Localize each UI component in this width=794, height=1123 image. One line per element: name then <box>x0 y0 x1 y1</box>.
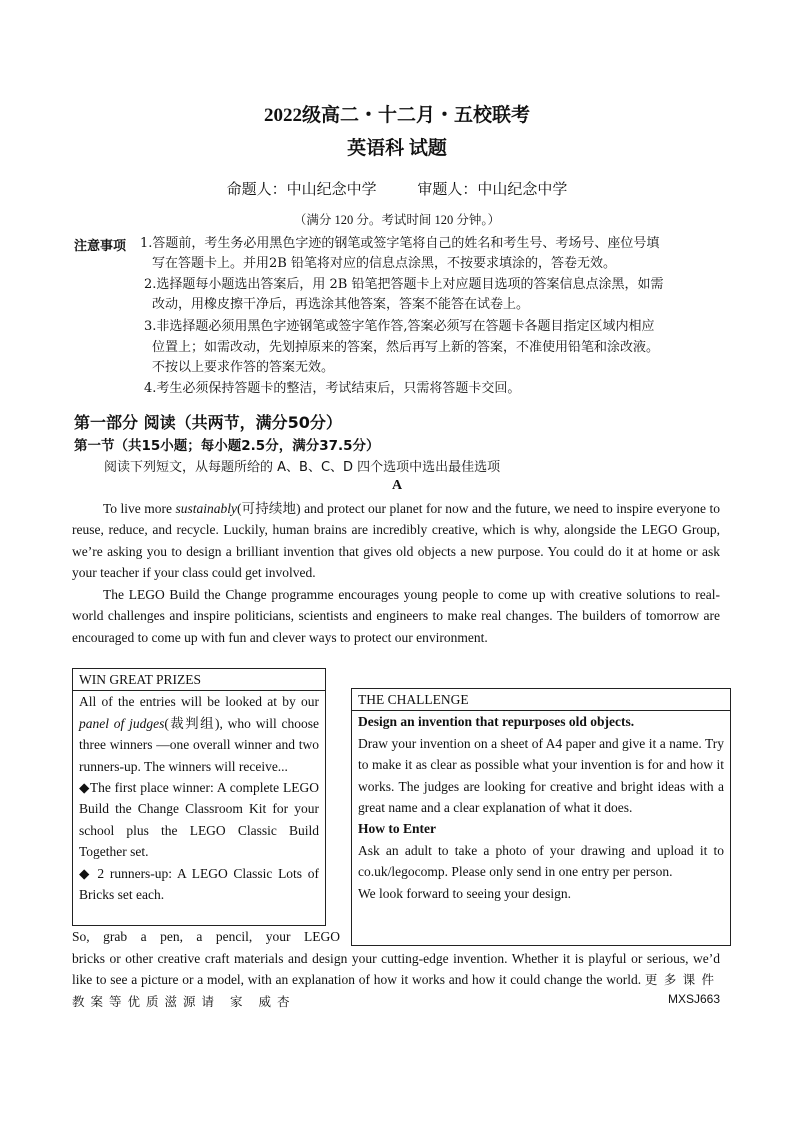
subject-title: 英语科 试题 <box>347 138 447 159</box>
score-time: （满分 120 分。考试时间 120 分钟。） <box>293 213 501 227</box>
prizes-intro-b: (裁判组), who will choose three winners —one overall winner and two runners-up. The winners will receive... <box>79 715 319 774</box>
notice-item-2b: 改动，用橡皮擦干净后，再选涂其他答案，答案不能答在试卷上。 <box>152 297 530 312</box>
challenge-text: Draw your invention on a sheet of A4 paper and give it a name. Try to make it as clear as possible what your invention is for and how it works. The judges are looking for creative and bright ideas with a great name and a clear explanation of what it does. <box>358 735 724 816</box>
authors-line <box>0 178 794 199</box>
notice-item-1a: 1.答题前，考生务必用黑色字迹的钢笔或签字笔将自己的姓名和考生号、考场号、座位号填 <box>140 236 660 251</box>
runners-up-prize: ◆ 2 runners-up: A LEGO Classic Lots of Bricks set each. <box>79 865 319 903</box>
challenge-subheading: Design an invention that repurposes old objects. <box>358 714 635 730</box>
doc-code: MXSJ663 <box>667 992 720 1006</box>
closing-paragraph <box>72 948 720 1012</box>
p1-text-b: (可持续地) and protect our planet for now and the future, we need to inspire everyone to reuse, reduce, and recycle. Luckily, human brains are incredibly creative, which is why, alongside the LEGO Group, we’re asking you to design a brilliant invention that gives old objects a new purpose. You could do it at home or ask your teacher if your class could get involved. <box>72 501 720 581</box>
passage-letter: A <box>391 478 403 493</box>
first-prize: ◆The first place winner: A complete LEGO Build the Change Classroom Kit for your school plus the LEGO Classic Build Together set. <box>79 780 319 860</box>
part-title: 第一部分 阅读（共两节，满分50分） <box>74 413 342 432</box>
closing-line: We look forward to seeing your design. <box>358 885 571 901</box>
challenge-box <box>351 688 731 946</box>
prizes-box <box>72 668 326 926</box>
notice-item-1b: 写在答题卡上。并用2B 铅笔将对应的信息点涂黑，不按要求填涂的，答卷无效。 <box>152 256 616 271</box>
notice-item-4: 4.考生必须保持答题卡的整洁，考试结束后，只需将答题卡交回。 <box>144 381 521 396</box>
notice-item-3a: 3.非选择题必须用黑色字迹钢笔或签字笔作答,答案必须写在答题卡各题目指定区域内相应 <box>144 319 655 334</box>
notice-item-3c: 不按以上要求作答的答案无效。 <box>152 360 335 375</box>
setter: 命题人：中山纪念中学 <box>226 180 377 198</box>
notice-item-3b: 位置上；如需改动，先划掉原来的答案，然后再写上新的答案，不准使用铅笔和涂改液。 <box>152 340 660 355</box>
enter-text: Ask an adult to take a photo of your drawing and upload it to co.uk/legocomp. Please only send in one entry per person. <box>358 842 724 880</box>
prizes-body <box>73 691 325 905</box>
challenge-heading: THE CHALLENGE <box>352 689 730 711</box>
challenge-body <box>352 711 730 904</box>
exam-title: 2022级高二・十二月・五校联考 <box>263 105 530 126</box>
closing-text: bricks or other creative craft materials and design your cutting-edge invention. Whether it is playful or serious, we’d like to see a picture or a model, with an explanation of how it works and how it could change the world. <box>72 951 720 988</box>
reviewer: 审题人：中山纪念中学 <box>417 180 568 198</box>
p1-emphasis: sustainably <box>175 501 238 516</box>
watermark-text: 更多课件教案等优质滋源请 家 威杏 <box>72 972 720 1009</box>
closing-first-line: So, grab a pen, a pencil, your LEGO <box>72 929 340 944</box>
passage-paragraph-2: The LEGO Build the Change programme encourages young people to come up with creative solutions to real-world challenges and inspire politicians, scientists and engineers to make real changes. The builders of tomorrow are encouraged to come up with fun and clever ways to protect our environment. <box>72 587 720 645</box>
instruction: 阅读下列短文，从每题所给的 A、B、C、D 四个选项中选出最佳选项 <box>104 460 501 475</box>
prizes-heading: WIN GREAT PRIZES <box>73 669 325 691</box>
notice-label: 注意事项 <box>74 239 127 254</box>
enter-heading: How to Enter <box>358 821 436 837</box>
prizes-intro-a: All of the entries will be looked at by our <box>79 694 319 710</box>
passage-paragraph-1 <box>72 498 720 584</box>
prizes-intro <box>79 691 319 777</box>
prizes-emphasis: panel of judges <box>79 715 165 731</box>
notice-item-2a: 2.选择题每小题选出答案后，用 2B 铅笔把答题卡上对应题目选项的答案信息点涂黑，如需 <box>144 277 664 292</box>
section-title: 第一节（共15小题；每小题2.5分，满分37.5分） <box>74 438 380 454</box>
p1-text-a: To live more <box>103 501 176 516</box>
